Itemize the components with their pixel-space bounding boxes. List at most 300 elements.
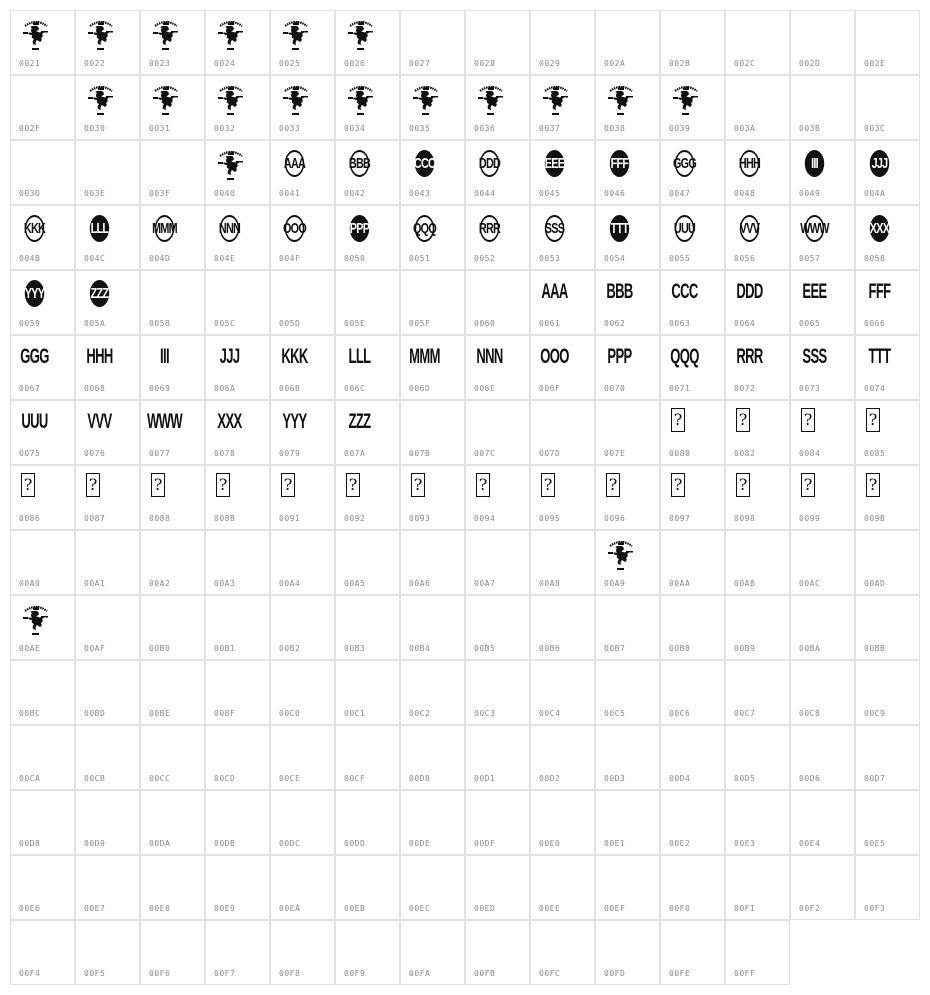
glyph-cell-00A1[interactable] bbox=[75, 530, 140, 595]
glyph-cell-004E[interactable] bbox=[205, 205, 270, 270]
glyph-code-label: 00E1 bbox=[604, 839, 626, 848]
glyph-cell-0075[interactable] bbox=[10, 400, 75, 465]
glyph-code-label: 00C1 bbox=[344, 709, 366, 718]
glyph-cell-0034[interactable] bbox=[335, 75, 400, 140]
glyph-cell-0076[interactable] bbox=[75, 400, 140, 465]
glyph-code-label: 0030 bbox=[84, 124, 106, 133]
glyph-cell-0049[interactable] bbox=[790, 140, 855, 205]
glyph-cell-00C7[interactable] bbox=[725, 660, 790, 725]
glyph-cell-00EB[interactable] bbox=[335, 855, 400, 920]
glyph-cell-00D4[interactable] bbox=[660, 725, 725, 790]
glyph-cell-0062[interactable] bbox=[595, 270, 660, 335]
glyph-cell-00AC[interactable] bbox=[790, 530, 855, 595]
glyph-cell-00B9[interactable] bbox=[725, 595, 790, 660]
glyph-cell-0029[interactable] bbox=[530, 10, 595, 75]
glyph-cell-0060[interactable] bbox=[465, 270, 530, 335]
glyph-cell-00B0[interactable] bbox=[140, 595, 205, 660]
glyph-cell-00DA[interactable] bbox=[140, 790, 205, 855]
monogram-glyph: XXX bbox=[870, 215, 889, 242]
glyph-code-label: 00BE bbox=[149, 709, 171, 718]
glyph-cell-00AF[interactable] bbox=[75, 595, 140, 660]
glyph-code-label: 002A bbox=[604, 59, 626, 68]
glyph-cell-00FC[interactable] bbox=[530, 920, 595, 985]
glyph-code-label: 0094 bbox=[474, 514, 496, 523]
glyph-cell-0059[interactable] bbox=[10, 270, 75, 335]
glyph-cell-0058[interactable] bbox=[855, 205, 920, 270]
glyph-cell-0074[interactable] bbox=[855, 335, 920, 400]
glyph-cell-00BA[interactable] bbox=[790, 595, 855, 660]
glyph-cell-00DE[interactable] bbox=[400, 790, 465, 855]
glyph-code-label: 004E bbox=[214, 254, 236, 263]
glyph-code-label: 00B8 bbox=[669, 644, 691, 653]
glyph-cell-002D[interactable] bbox=[790, 10, 855, 75]
glyph-cell-004A[interactable] bbox=[855, 140, 920, 205]
glyph-cell-00EC[interactable] bbox=[400, 855, 465, 920]
glyph-cell-00D8[interactable] bbox=[10, 790, 75, 855]
glyph-cell-00C4[interactable] bbox=[530, 660, 595, 725]
monogram-glyph: BBB bbox=[606, 279, 633, 303]
glyph-cell-008B[interactable] bbox=[205, 465, 270, 530]
glyph-cell-00F3[interactable] bbox=[855, 855, 920, 920]
glyph-cell-00F4[interactable] bbox=[10, 920, 75, 985]
glyph-cell-00BD[interactable] bbox=[75, 660, 140, 725]
glyph-cell-00E1[interactable] bbox=[595, 790, 660, 855]
glyph-code-label: 0080 bbox=[669, 449, 691, 458]
glyph-cell-00F5[interactable] bbox=[75, 920, 140, 985]
monogram-glyph: LLL bbox=[348, 344, 371, 368]
monogram-glyph: AAA bbox=[285, 150, 304, 177]
glyph-cell-00A0[interactable] bbox=[10, 530, 75, 595]
glyph-cell-00B8[interactable] bbox=[660, 595, 725, 660]
glyph-cell-006D[interactable] bbox=[400, 335, 465, 400]
glyph-cell-0086[interactable] bbox=[10, 465, 75, 530]
glyph-cell-0022[interactable] bbox=[75, 10, 140, 75]
glyph-cell-007E[interactable] bbox=[595, 400, 660, 465]
glyph-cell-00AB[interactable] bbox=[725, 530, 790, 595]
glyph-cell-005D[interactable] bbox=[270, 270, 335, 335]
glyph-cell-00B5[interactable] bbox=[465, 595, 530, 660]
glyph-cell-0085[interactable] bbox=[855, 400, 920, 465]
glyph-cell-0072[interactable] bbox=[725, 335, 790, 400]
glyph-code-label: 0054 bbox=[604, 254, 626, 263]
monogram-glyph: NNN bbox=[220, 215, 239, 242]
glyph-code-label: 00B5 bbox=[474, 644, 496, 653]
glyph-cell-00F1[interactable] bbox=[725, 855, 790, 920]
glyph-cell-0065[interactable] bbox=[790, 270, 855, 335]
glyph-cell-0082[interactable] bbox=[725, 400, 790, 465]
glyph-cell-00DC[interactable] bbox=[270, 790, 335, 855]
glyph-code-label: 00A7 bbox=[474, 579, 496, 588]
glyph-cell-005A[interactable] bbox=[75, 270, 140, 335]
glyph-cell-00D6[interactable] bbox=[790, 725, 855, 790]
glyph-cell-002E[interactable] bbox=[855, 10, 920, 75]
glyph-cell-0094[interactable] bbox=[465, 465, 530, 530]
glyph-cell-0043[interactable] bbox=[400, 140, 465, 205]
glyph-cell-0037[interactable] bbox=[530, 75, 595, 140]
glyph-cell-0027[interactable] bbox=[400, 10, 465, 75]
glyph-code-label: 0074 bbox=[864, 384, 886, 393]
glyph-cell-0036[interactable] bbox=[465, 75, 530, 140]
glyph-cell-0044[interactable] bbox=[465, 140, 530, 205]
monogram-glyph: III bbox=[159, 344, 169, 368]
glyph-cell-004B[interactable] bbox=[10, 205, 75, 270]
glyph-code-label: 003A bbox=[734, 124, 756, 133]
glyph-cell-0028[interactable] bbox=[465, 10, 530, 75]
glyph-cell-004C[interactable] bbox=[75, 205, 140, 270]
glyph-cell-0041[interactable] bbox=[270, 140, 335, 205]
glyph-cell-00A3[interactable] bbox=[205, 530, 270, 595]
glyph-cell-0040[interactable] bbox=[205, 140, 270, 205]
glyph-code-label: 00A4 bbox=[279, 579, 301, 588]
glyph-code-label: 00BC bbox=[19, 709, 41, 718]
glyph-cell-0073[interactable] bbox=[790, 335, 855, 400]
glyph-code-label: 00AD bbox=[864, 579, 886, 588]
glyph-code-label: 0043 bbox=[409, 189, 431, 198]
glyph-cell-003F[interactable] bbox=[140, 140, 205, 205]
glyph-cell-00C9[interactable] bbox=[855, 660, 920, 725]
monogram-glyph: OOO bbox=[285, 215, 304, 242]
glyph-code-label: 005F bbox=[409, 319, 431, 328]
missing-glyph-icon: ? bbox=[801, 408, 815, 432]
glyph-cell-006F[interactable] bbox=[530, 335, 595, 400]
glyph-cell-00B2[interactable] bbox=[270, 595, 335, 660]
monogram-glyph: KKK bbox=[25, 215, 44, 242]
glyph-code-label: 0038 bbox=[604, 124, 626, 133]
glyph-cell-007A[interactable] bbox=[335, 400, 400, 465]
glyph-cell-006B[interactable] bbox=[270, 335, 335, 400]
glyph-cell-0071[interactable] bbox=[660, 335, 725, 400]
glyph-code-label: 006B bbox=[279, 384, 301, 393]
glyph-code-label: 00D0 bbox=[409, 774, 431, 783]
glyph-code-label: 00EE bbox=[539, 904, 561, 913]
glyph-cell-0032[interactable] bbox=[205, 75, 270, 140]
glyph-cell-002C[interactable] bbox=[725, 10, 790, 75]
glyph-code-label: 004C bbox=[84, 254, 106, 263]
monogram-glyph: III bbox=[805, 150, 824, 177]
glyph-cell-0046[interactable] bbox=[595, 140, 660, 205]
glyph-code-label: 0022 bbox=[84, 59, 106, 68]
glyph-cell-0096[interactable] bbox=[595, 465, 660, 530]
glyph-cell-00D3[interactable] bbox=[595, 725, 660, 790]
glyph-cell-007B[interactable] bbox=[400, 400, 465, 465]
glyph-cell-00E3[interactable] bbox=[725, 790, 790, 855]
glyph-cell-00F2[interactable] bbox=[790, 855, 855, 920]
glyph-cell-00B4[interactable] bbox=[400, 595, 465, 660]
glyph-cell-00CB[interactable] bbox=[75, 725, 140, 790]
glyph-code-label: 00DE bbox=[409, 839, 431, 848]
glyph-code-label: 0066 bbox=[864, 319, 886, 328]
glyph-cell-0024[interactable] bbox=[205, 10, 270, 75]
glyph-code-label: 003E bbox=[84, 189, 106, 198]
glyph-cell-00A4[interactable] bbox=[270, 530, 335, 595]
glyph-cell-0084[interactable] bbox=[790, 400, 855, 465]
glyph-cell-0066[interactable] bbox=[855, 270, 920, 335]
glyph-cell-00FA[interactable] bbox=[400, 920, 465, 985]
glyph-code-label: 0060 bbox=[474, 319, 496, 328]
glyph-cell-0092[interactable] bbox=[335, 465, 400, 530]
glyph-code-label: 0084 bbox=[799, 449, 821, 458]
glyph-cell-00A6[interactable] bbox=[400, 530, 465, 595]
glyph-cell-0031[interactable] bbox=[140, 75, 205, 140]
glyph-cell-00A9[interactable] bbox=[595, 530, 660, 595]
glyph-cell-007C[interactable] bbox=[465, 400, 530, 465]
missing-glyph-icon: ? bbox=[411, 473, 425, 497]
glyph-cell-00F7[interactable] bbox=[205, 920, 270, 985]
glyph-cell-0088[interactable] bbox=[140, 465, 205, 530]
glyph-cell-00E9[interactable] bbox=[205, 855, 270, 920]
glyph-cell-0070[interactable] bbox=[595, 335, 660, 400]
glyph-cell-003D[interactable] bbox=[10, 140, 75, 205]
glyph-code-label: 00DC bbox=[279, 839, 301, 848]
glyph-cell-007D[interactable] bbox=[530, 400, 595, 465]
glyph-cell-00BC[interactable] bbox=[10, 660, 75, 725]
glyph-cell-00C5[interactable] bbox=[595, 660, 660, 725]
monogram-glyph: WWW bbox=[805, 215, 824, 242]
glyph-cell-00BF[interactable] bbox=[205, 660, 270, 725]
glyph-cell-00CF[interactable] bbox=[335, 725, 400, 790]
glyph-cell-004D[interactable] bbox=[140, 205, 205, 270]
glyph-cell-0038[interactable] bbox=[595, 75, 660, 140]
glyph-cell-006C[interactable] bbox=[335, 335, 400, 400]
missing-glyph-icon: ? bbox=[866, 408, 880, 432]
glyph-cell-0061[interactable] bbox=[530, 270, 595, 335]
glyph-cell-00E5[interactable] bbox=[855, 790, 920, 855]
glyph-cell-00B3[interactable] bbox=[335, 595, 400, 660]
glyph-cell-00ED[interactable] bbox=[465, 855, 530, 920]
monogram-glyph: XXX bbox=[217, 409, 242, 433]
glyph-cell-00CA[interactable] bbox=[10, 725, 75, 790]
glyph-cell-0045[interactable] bbox=[530, 140, 595, 205]
glyph-cell-003E[interactable] bbox=[75, 140, 140, 205]
glyph-cell-00D1[interactable] bbox=[465, 725, 530, 790]
glyph-cell-0099[interactable] bbox=[790, 465, 855, 530]
glyph-cell-0033[interactable] bbox=[270, 75, 335, 140]
glyph-cell-005C[interactable] bbox=[205, 270, 270, 335]
glyph-cell-00B1[interactable] bbox=[205, 595, 270, 660]
glyph-code-label: 00E4 bbox=[799, 839, 821, 848]
glyph-cell-0098[interactable] bbox=[725, 465, 790, 530]
glyph-code-label: 002D bbox=[799, 59, 821, 68]
glyph-code-label: 0085 bbox=[864, 449, 886, 458]
glyph-code-label: 00EA bbox=[279, 904, 301, 913]
glyph-cell-003B[interactable] bbox=[790, 75, 855, 140]
glyph-cell-00F9[interactable] bbox=[335, 920, 400, 985]
glyph-cell-00E7[interactable] bbox=[75, 855, 140, 920]
glyph-code-label: 005E bbox=[344, 319, 366, 328]
glyph-code-label: 0051 bbox=[409, 254, 431, 263]
glyph-cell-00DD[interactable] bbox=[335, 790, 400, 855]
lion-crest-icon bbox=[604, 82, 638, 116]
glyph-cell-00EA[interactable] bbox=[270, 855, 335, 920]
glyph-cell-00D9[interactable] bbox=[75, 790, 140, 855]
glyph-cell-00EF[interactable] bbox=[595, 855, 660, 920]
glyph-cell-00FF[interactable] bbox=[725, 920, 790, 985]
glyph-cell-006E[interactable] bbox=[465, 335, 530, 400]
glyph-code-label: 006F bbox=[539, 384, 561, 393]
glyph-cell-00CC[interactable] bbox=[140, 725, 205, 790]
glyph-cell-00C0[interactable] bbox=[270, 660, 335, 725]
monogram-glyph: PPP bbox=[350, 215, 369, 242]
glyph-cell-00FD[interactable] bbox=[595, 920, 660, 985]
glyph-cell-0023[interactable] bbox=[140, 10, 205, 75]
glyph-cell-0030[interactable] bbox=[75, 75, 140, 140]
glyph-code-label: 005A bbox=[84, 319, 106, 328]
glyph-cell-0095[interactable] bbox=[530, 465, 595, 530]
glyph-cell-0067[interactable] bbox=[10, 335, 75, 400]
glyph-code-label: 0061 bbox=[539, 319, 561, 328]
glyph-cell-0052[interactable] bbox=[465, 205, 530, 270]
glyph-cell-0026[interactable] bbox=[335, 10, 400, 75]
glyph-cell-00DF[interactable] bbox=[465, 790, 530, 855]
glyph-code-label: 00EB bbox=[344, 904, 366, 913]
glyph-cell-0055[interactable] bbox=[660, 205, 725, 270]
glyph-cell-00D0[interactable] bbox=[400, 725, 465, 790]
glyph-cell-00DB[interactable] bbox=[205, 790, 270, 855]
glyph-cell-002F[interactable] bbox=[10, 75, 75, 140]
glyph-code-label: 0024 bbox=[214, 59, 236, 68]
glyph-cell-00C8[interactable] bbox=[790, 660, 855, 725]
glyph-cell-0035[interactable] bbox=[400, 75, 465, 140]
glyph-code-label: 00A1 bbox=[84, 579, 106, 588]
lion-crest-icon bbox=[669, 82, 703, 116]
glyph-cell-005F[interactable] bbox=[400, 270, 465, 335]
glyph-cell-00BE[interactable] bbox=[140, 660, 205, 725]
glyph-cell-005B[interactable] bbox=[140, 270, 205, 335]
monogram-glyph: NNN bbox=[476, 344, 503, 368]
glyph-cell-0042[interactable] bbox=[335, 140, 400, 205]
glyph-code-label: 006D bbox=[409, 384, 431, 393]
glyph-cell-0054[interactable] bbox=[595, 205, 660, 270]
glyph-cell-0064[interactable] bbox=[725, 270, 790, 335]
glyph-cell-0056[interactable] bbox=[725, 205, 790, 270]
glyph-cell-00A5[interactable] bbox=[335, 530, 400, 595]
glyph-cell-00AE[interactable] bbox=[10, 595, 75, 660]
glyph-cell-00FE[interactable] bbox=[660, 920, 725, 985]
glyph-cell-00AA[interactable] bbox=[660, 530, 725, 595]
glyph-code-label: 00E8 bbox=[149, 904, 171, 913]
glyph-cell-0079[interactable] bbox=[270, 400, 335, 465]
glyph-cell-003C[interactable] bbox=[855, 75, 920, 140]
glyph-code-label: 00E6 bbox=[19, 904, 41, 913]
glyph-cell-00E8[interactable] bbox=[140, 855, 205, 920]
glyph-code-label: 00A2 bbox=[149, 579, 171, 588]
glyph-code-label: 0079 bbox=[279, 449, 301, 458]
glyph-code-label: 0021 bbox=[19, 59, 41, 68]
glyph-code-label: 007C bbox=[474, 449, 496, 458]
glyph-code-label: 007E bbox=[604, 449, 626, 458]
monogram-glyph: AAA bbox=[541, 279, 568, 303]
glyph-cell-00D2[interactable] bbox=[530, 725, 595, 790]
glyph-cell-005E[interactable] bbox=[335, 270, 400, 335]
glyph-cell-0053[interactable] bbox=[530, 205, 595, 270]
glyph-cell-00E0[interactable] bbox=[530, 790, 595, 855]
glyph-cell-00A8[interactable] bbox=[530, 530, 595, 595]
glyph-cell-0025[interactable] bbox=[270, 10, 335, 75]
glyph-code-label: 0086 bbox=[19, 514, 41, 523]
glyph-cell-00AD[interactable] bbox=[855, 530, 920, 595]
glyph-cell-0077[interactable] bbox=[140, 400, 205, 465]
glyph-cell-00F8[interactable] bbox=[270, 920, 335, 985]
glyph-cell-002A[interactable] bbox=[595, 10, 660, 75]
glyph-cell-0051[interactable] bbox=[400, 205, 465, 270]
glyph-cell-0057[interactable] bbox=[790, 205, 855, 270]
glyph-cell-00C1[interactable] bbox=[335, 660, 400, 725]
glyph-code-label: 005D bbox=[279, 319, 301, 328]
glyph-code-label: 0035 bbox=[409, 124, 431, 133]
glyph-cell-00A2[interactable] bbox=[140, 530, 205, 595]
lion-crest-icon bbox=[84, 82, 118, 116]
glyph-code-label: 00AA bbox=[669, 579, 691, 588]
glyph-code-label: 00CC bbox=[149, 774, 171, 783]
glyph-cell-009B[interactable] bbox=[855, 465, 920, 530]
glyph-cell-00F0[interactable] bbox=[660, 855, 725, 920]
glyph-cell-00B6[interactable] bbox=[530, 595, 595, 660]
glyph-code-label: 0098 bbox=[734, 514, 756, 523]
glyph-cell-00C2[interactable] bbox=[400, 660, 465, 725]
glyph-cell-0097[interactable] bbox=[660, 465, 725, 530]
monogram-glyph: KKK bbox=[281, 344, 308, 368]
glyph-code-label: 00FF bbox=[734, 969, 756, 978]
glyph-cell-00C6[interactable] bbox=[660, 660, 725, 725]
glyph-cell-0050[interactable] bbox=[335, 205, 400, 270]
glyph-cell-00CE[interactable] bbox=[270, 725, 335, 790]
glyph-cell-002B[interactable] bbox=[660, 10, 725, 75]
glyph-code-label: 0082 bbox=[734, 449, 756, 458]
glyph-cell-0047[interactable] bbox=[660, 140, 725, 205]
glyph-code-label: 0048 bbox=[734, 189, 756, 198]
glyph-cell-00EE[interactable] bbox=[530, 855, 595, 920]
glyph-cell-00FB[interactable] bbox=[465, 920, 530, 985]
glyph-cell-00E4[interactable] bbox=[790, 790, 855, 855]
glyph-cell-0078[interactable] bbox=[205, 400, 270, 465]
monogram-glyph: SSS bbox=[545, 215, 564, 242]
glyph-cell-00E6[interactable] bbox=[10, 855, 75, 920]
glyph-cell-0091[interactable] bbox=[270, 465, 335, 530]
glyph-cell-00C3[interactable] bbox=[465, 660, 530, 725]
glyph-cell-006A[interactable] bbox=[205, 335, 270, 400]
glyph-cell-00D5[interactable] bbox=[725, 725, 790, 790]
glyph-cell-00D7[interactable] bbox=[855, 725, 920, 790]
glyph-cell-00CD[interactable] bbox=[205, 725, 270, 790]
glyph-cell-0039[interactable] bbox=[660, 75, 725, 140]
glyph-code-label: 0026 bbox=[344, 59, 366, 68]
glyph-code-label: 0073 bbox=[799, 384, 821, 393]
glyph-cell-00A7[interactable] bbox=[465, 530, 530, 595]
monogram-glyph: RRR bbox=[480, 215, 499, 242]
monogram-glyph: GGG bbox=[675, 150, 694, 177]
glyph-cell-003A[interactable] bbox=[725, 75, 790, 140]
glyph-cell-0048[interactable] bbox=[725, 140, 790, 205]
monogram-glyph: JJJ bbox=[219, 344, 240, 368]
glyph-cell-004F[interactable] bbox=[270, 205, 335, 270]
glyph-cell-00B7[interactable] bbox=[595, 595, 660, 660]
monogram-glyph: ZZZ bbox=[348, 409, 371, 433]
glyph-cell-0021[interactable] bbox=[10, 10, 75, 75]
glyph-cell-00F6[interactable] bbox=[140, 920, 205, 985]
glyph-cell-0063[interactable] bbox=[660, 270, 725, 335]
glyph-code-label: 0033 bbox=[279, 124, 301, 133]
glyph-code-label: 00FE bbox=[669, 969, 691, 978]
glyph-cell-0087[interactable] bbox=[75, 465, 140, 530]
glyph-cell-00E2[interactable] bbox=[660, 790, 725, 855]
glyph-code-label: 0045 bbox=[539, 189, 561, 198]
glyph-cell-0068[interactable] bbox=[75, 335, 140, 400]
glyph-cell-0069[interactable] bbox=[140, 335, 205, 400]
glyph-cell-0093[interactable] bbox=[400, 465, 465, 530]
glyph-cell-00BB[interactable] bbox=[855, 595, 920, 660]
glyph-cell-0080[interactable] bbox=[660, 400, 725, 465]
missing-glyph-icon: ? bbox=[736, 408, 750, 432]
